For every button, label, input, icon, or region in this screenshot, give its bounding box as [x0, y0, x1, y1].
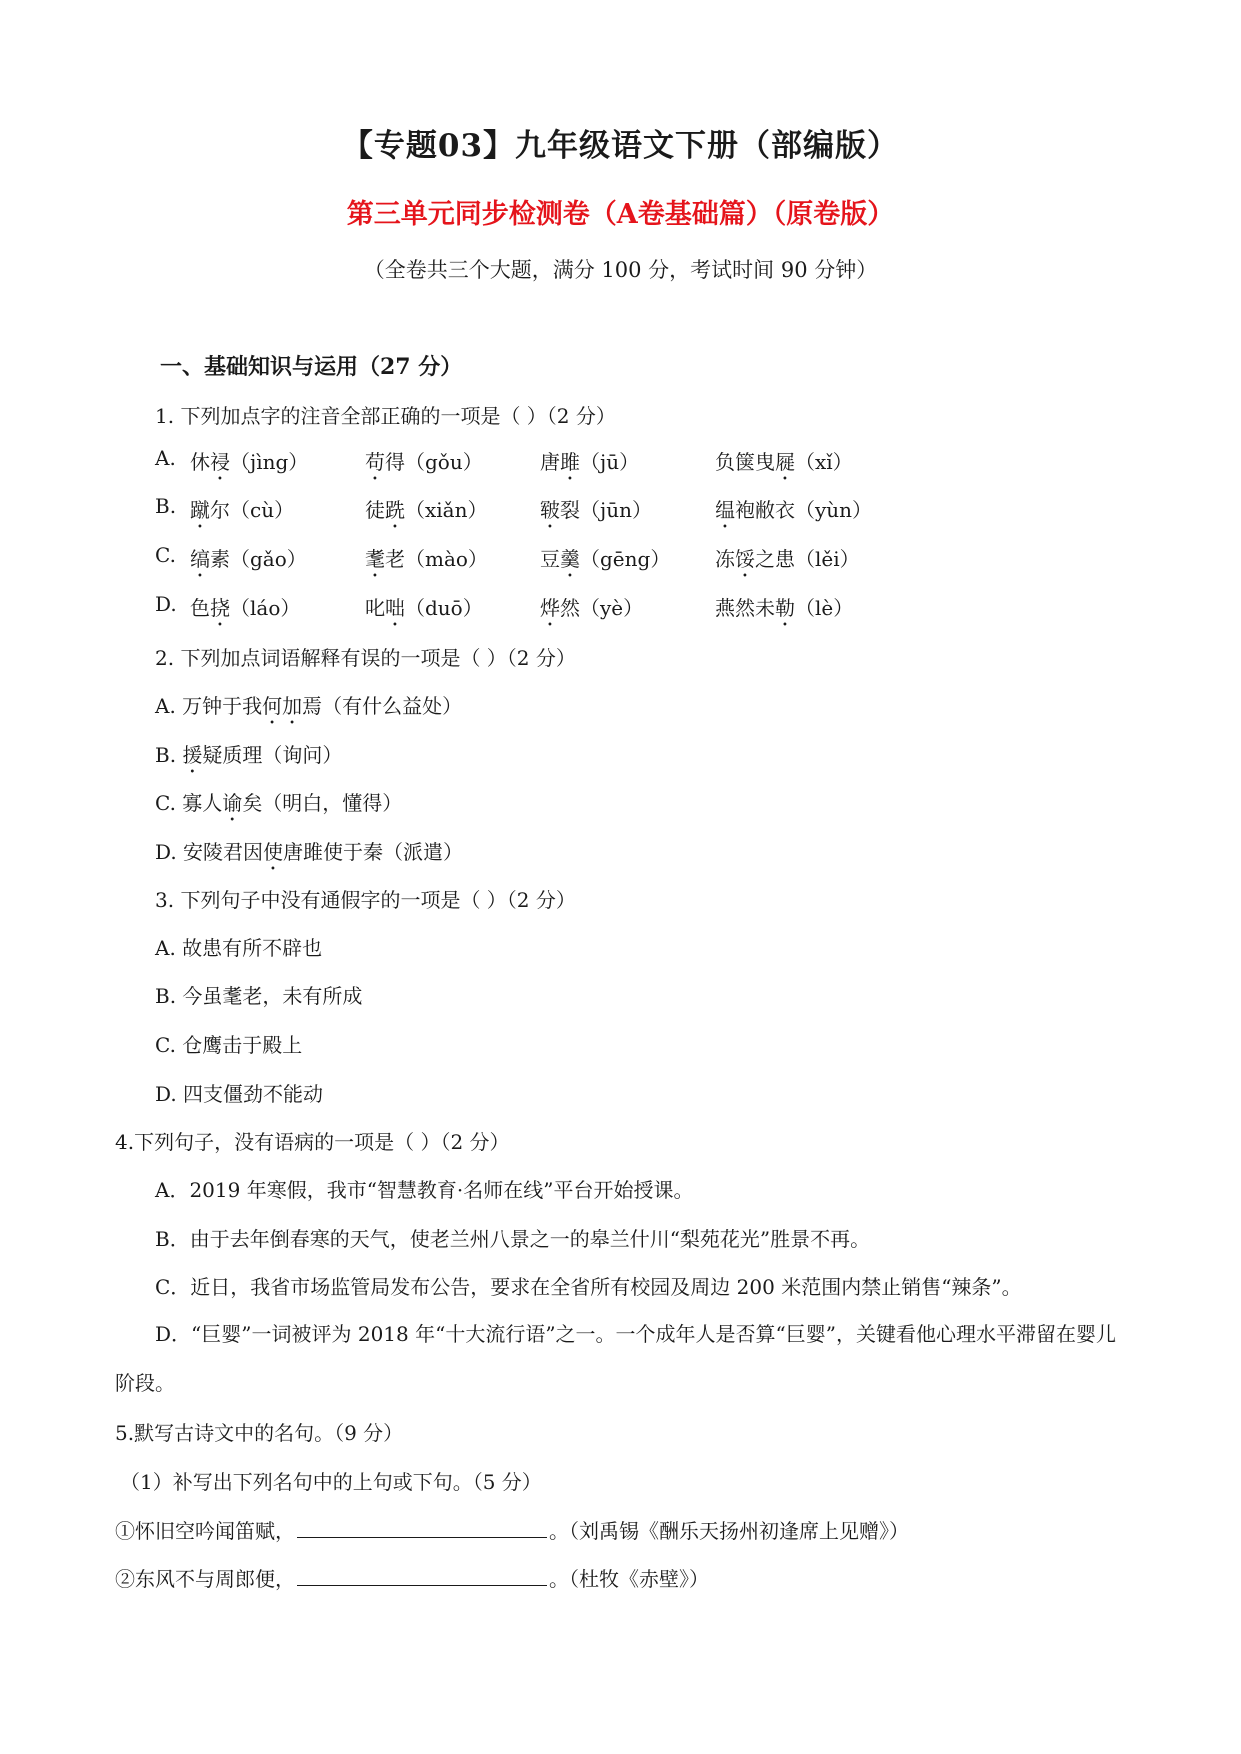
item-text: 尔（cù） — [210, 498, 295, 522]
pinyin-item — [540, 494, 652, 533]
dotted-character: 跣 — [385, 498, 405, 522]
option-text: B. — [155, 743, 183, 767]
answer-blank-1[interactable] — [297, 1517, 547, 1538]
item-text: 休 — [190, 450, 210, 474]
dotted-word: 何加 — [262, 694, 303, 718]
document-title: 【专题03】九年级语文下册（部编版） — [341, 128, 900, 164]
pinyin-item — [190, 592, 300, 631]
fill-in-item-2-prompt: ②东风不与周郎便， — [115, 1567, 295, 1591]
question-3-option-d: D. 四支僵劲不能动 — [155, 1082, 324, 1106]
option-text: 焉（有什么益处） — [302, 694, 463, 718]
item-text: （jìng） — [230, 450, 309, 474]
item-text: （xǐ） — [795, 450, 853, 474]
pinyin-item — [365, 543, 488, 582]
dotted-character: 皲 — [540, 498, 560, 522]
dotted-character: 勒 — [775, 596, 795, 620]
option-letter: C. — [155, 543, 176, 567]
dotted-character: 缊 — [715, 498, 735, 522]
question-4-stem: 4.下列句子，没有语病的一项是（ ）（2 分） — [115, 1130, 510, 1154]
item-text: （gēng） — [580, 547, 671, 571]
item-text: 豆 — [540, 547, 560, 571]
option-text: 疑质理（询问） — [202, 743, 343, 767]
question-3-option-a: A. 故患有所不辟也 — [155, 936, 323, 960]
pinyin-item — [540, 446, 639, 485]
dotted-word: 援 — [182, 743, 203, 767]
fill-in-item-1-prompt: ①怀旧空吟闻笛赋， — [115, 1519, 295, 1543]
item-text: 冻 — [715, 547, 735, 571]
question-2-option — [155, 836, 463, 875]
dotted-character: 苟 — [365, 450, 385, 474]
item-text: 之患（lěi） — [755, 547, 860, 571]
pinyin-item — [365, 592, 483, 631]
dotted-character: 蹴 — [190, 498, 210, 522]
item-text: 老（mào） — [385, 547, 488, 571]
pinyin-item — [715, 494, 872, 533]
option-text: D. 安陵君因 — [155, 840, 264, 864]
question-4-option-b: B．由于去年倒春寒的天气，使老兰州八景之一的皋兰什川“梨苑花光”胜景不再。 — [155, 1227, 871, 1251]
dotted-character: 屣 — [775, 450, 795, 474]
exam-note: （全卷共三个大题，满分 100 分，考试时间 90 分钟） — [363, 258, 878, 282]
option-text: C. 寡人 — [155, 791, 223, 815]
fill-in-item-2 — [115, 1563, 709, 1592]
question-5-part-1: （1）补写出下列名句中的上句或下句。（5 分） — [120, 1470, 542, 1494]
option-text: 唐雎使于秦（派遣） — [283, 840, 464, 864]
option-text: A. 万钟于我 — [155, 694, 263, 718]
dotted-character: 耄 — [365, 547, 385, 571]
dotted-word: 使 — [263, 840, 284, 864]
item-text: （jū） — [580, 450, 640, 474]
pinyin-item — [540, 592, 643, 631]
question-4-option-c: C．近日，我省市场监管局发布公告，要求在全省所有校园及周边 200 米范围内禁止销售“辣条”。 — [155, 1275, 1022, 1299]
option-letter: D. — [155, 592, 177, 616]
pinyin-item — [365, 494, 487, 533]
dotted-character: 挠 — [210, 596, 230, 620]
fill-in-item-1 — [115, 1515, 909, 1544]
question-4-option-d: D．“巨婴”一词被评为 2018 年“十大流行语”之一。一个成年人是否算“巨婴”，关键看他心理水平滞留在婴儿阶段。 — [115, 1322, 1116, 1395]
question-4-option-a: A．2019 年寒假，我市“智慧教育·名师在线”平台开始授课。 — [155, 1178, 694, 1202]
item-text: 燕然未 — [715, 596, 775, 620]
item-text: 得（gǒu） — [385, 450, 483, 474]
pinyin-item — [365, 446, 483, 485]
option-letter: B. — [155, 494, 177, 518]
item-text: （lè） — [795, 596, 854, 620]
fill-in-item-2-source: 。（杜牧《赤壁》） — [549, 1567, 709, 1591]
pinyin-item — [715, 592, 853, 631]
option-text: 矣（明白，懂得） — [242, 791, 403, 815]
item-text: 色 — [190, 596, 210, 620]
fill-in-item-1-source: 。（刘禹锡《酬乐天扬州初逢席上见赠》） — [549, 1519, 909, 1543]
dotted-character: 烨 — [540, 596, 560, 620]
question-3-option-c: C. 仓鹰击于殿上 — [155, 1033, 303, 1057]
pinyin-item — [540, 543, 670, 582]
item-text: （duō） — [405, 596, 483, 620]
item-text: 裂（jūn） — [560, 498, 652, 522]
question-2-option — [155, 739, 342, 778]
question-2-stem: 2. 下列加点词语解释有误的一项是（ ）（2 分） — [155, 646, 576, 670]
document-subtitle: 第三单元同步检测卷（A卷基础篇）（原卷版） — [346, 199, 895, 230]
item-text: 徒 — [365, 498, 385, 522]
item-text: 唐 — [540, 450, 560, 474]
dotted-word: 谕 — [222, 791, 243, 815]
pinyin-item — [715, 543, 860, 582]
pinyin-item — [715, 446, 853, 485]
pinyin-item — [190, 446, 308, 485]
pinyin-item — [190, 543, 307, 582]
item-text: 袍敝衣（yùn） — [735, 498, 873, 522]
item-text: 然（yè） — [560, 596, 644, 620]
question-2-option — [155, 690, 462, 729]
question-3-stem: 3. 下列句子中没有通假字的一项是（ ）（2 分） — [155, 888, 576, 912]
dotted-character: 雎 — [560, 450, 580, 474]
item-text: 叱 — [365, 596, 385, 620]
dotted-character: 缟 — [190, 547, 210, 571]
question-1-stem: 1. 下列加点字的注音全部正确的一项是（ ）（2 分） — [155, 404, 616, 428]
dotted-character: 馁 — [735, 547, 755, 571]
item-text: 负箧曳 — [715, 450, 775, 474]
dotted-character: 咄 — [385, 596, 405, 620]
item-text: （láo） — [230, 596, 301, 620]
answer-blank-2[interactable] — [297, 1565, 547, 1586]
question-2-option — [155, 787, 402, 826]
pinyin-item — [190, 494, 294, 533]
dotted-character: 祲 — [210, 450, 230, 474]
section-heading: 一、基础知识与运用（27 分） — [160, 354, 463, 380]
option-letter: A. — [155, 446, 176, 470]
question-5-stem: 5.默写古诗文中的名句。（9 分） — [115, 1421, 404, 1445]
dotted-character: 羹 — [560, 547, 580, 571]
question-3-option-b: B. 今虽耄老，未有所成 — [155, 984, 363, 1008]
item-text: 素（gǎo） — [210, 547, 307, 571]
item-text: （xiǎn） — [405, 498, 488, 522]
